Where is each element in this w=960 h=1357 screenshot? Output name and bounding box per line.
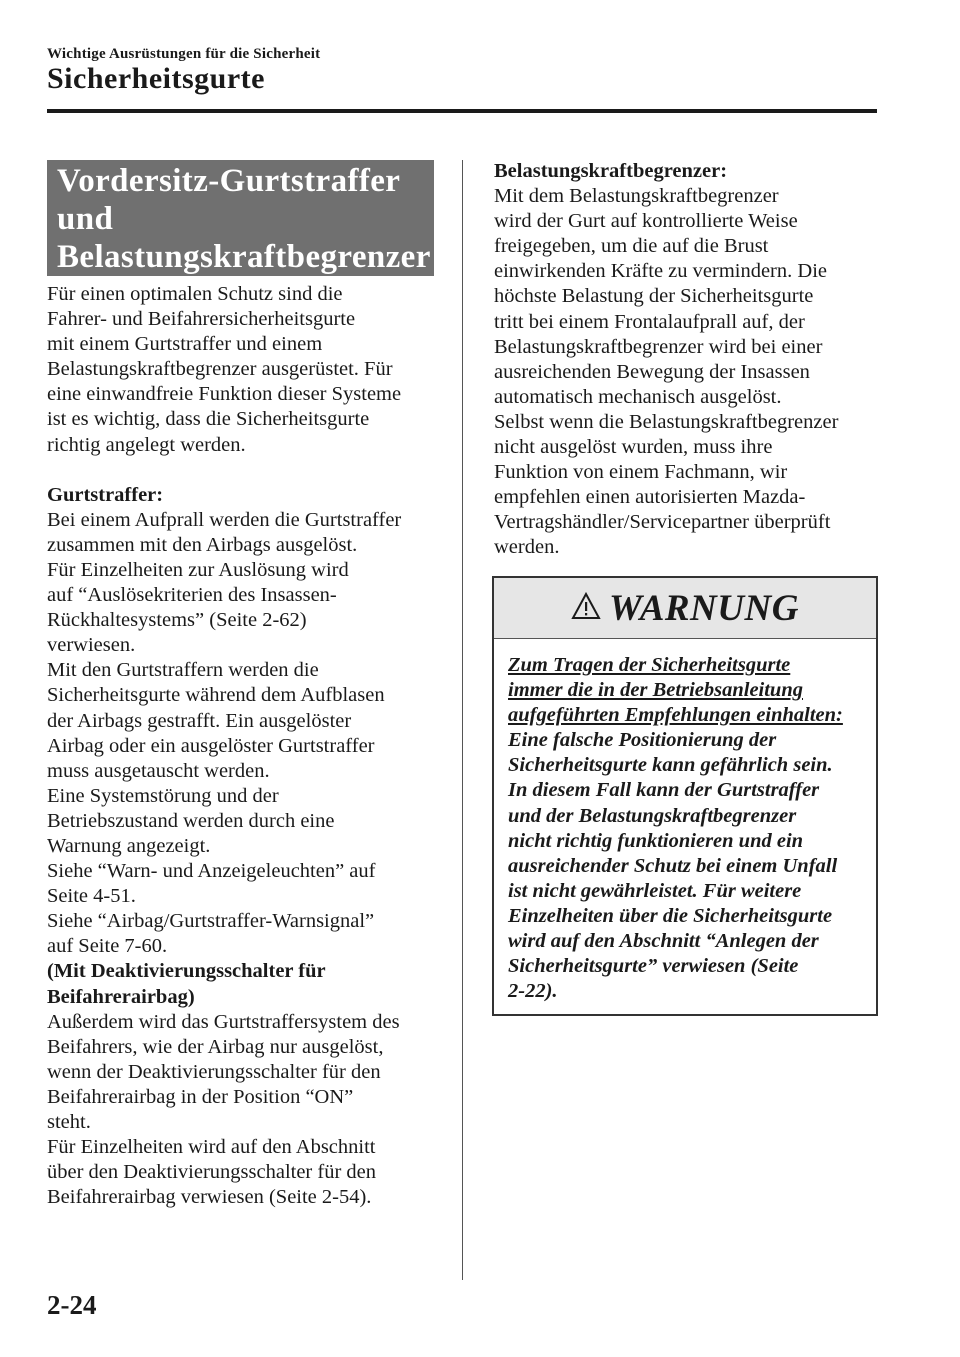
- text-line: aufgeführten Empfehlungen einhalten:: [508, 704, 843, 727]
- passenger-airbag-note: [47, 959, 442, 1009]
- text-line: Eine falsche Positionierung der: [508, 729, 777, 752]
- load-limiter-heading: Belastungskraftbegrenzer:: [494, 160, 728, 182]
- text-line: eine einwandfreie Funktion dieser Systeme: [47, 383, 402, 406]
- text-line: werden.: [494, 536, 560, 559]
- gurtstraffer-heading: Gurtstraffer:: [47, 483, 164, 506]
- text-line: wird auf den Abschnitt “Anlegen der: [508, 930, 819, 953]
- text-line: Belastungskraftbegrenzer ausgerüstet. Für: [47, 358, 393, 381]
- banner-line-2: und: [57, 201, 114, 237]
- text-line: Außerdem wird das Gurtstraffersystem des: [47, 1010, 400, 1033]
- text-line: wird der Gurt auf kontrollierte Weise: [494, 210, 798, 233]
- column-divider: [462, 160, 463, 1280]
- text-line: automatisch mechanisch ausgelöst.: [494, 385, 782, 408]
- banner-line-1: Vordersitz-Gurtstraffer: [57, 163, 401, 199]
- left-column: [47, 282, 442, 1210]
- text-line: Funktion von einem Fachmann, wir: [494, 461, 788, 484]
- text-line: Belastungskraftbegrenzer wird bei einer: [494, 335, 823, 358]
- text-line: Beifahrerairbag verwiesen (Seite 2-54).: [47, 1186, 372, 1209]
- passenger-pretensioner-body: [47, 1010, 442, 1211]
- gurtstraffer-body: [47, 508, 442, 960]
- text-line: Rückhaltesystems” (Seite 2-62): [47, 609, 307, 632]
- text-line: Betriebszustand werden durch eine: [47, 809, 335, 832]
- text-line: Sicherheitsgurte während dem Aufblasen: [47, 684, 385, 707]
- warning-title: WARNUNG: [609, 587, 799, 629]
- text-line: freigegeben, um die auf die Brust: [494, 235, 769, 258]
- running-header-title: Sicherheitsgurte: [47, 62, 265, 95]
- text-line: auf Seite 7-60.: [47, 935, 168, 958]
- text-line: Sicherheitsgurte kann gefährlich sein.: [508, 754, 833, 777]
- text-line: Airbag oder ein ausgelöster Gurtstraffer: [47, 734, 375, 757]
- text-line: Für einen optimalen Schutz sind die: [47, 283, 343, 305]
- text-line: Beifahrers, wie der Airbag nur ausgelöst,: [47, 1035, 384, 1058]
- text-line: Fahrer- und Beifahrersicherheitsgurte: [47, 308, 356, 331]
- warning-underlined-text: [508, 653, 864, 728]
- warning-body: [494, 639, 876, 1004]
- text-line: empfehlen einen autorisierten Mazda-: [494, 486, 806, 509]
- text-line: richtig angelegt werden.: [47, 433, 246, 456]
- text-line: wenn der Deaktivierungsschalter für den: [47, 1060, 381, 1083]
- text-line: immer die in der Betriebsanleitung: [508, 679, 803, 702]
- text-line: einwirkenden Kräfte zu vermindern. Die: [494, 260, 827, 283]
- text-line: In diesem Fall kann der Gurtstraffer: [508, 779, 820, 802]
- right-column: [494, 159, 884, 561]
- text-line: über den Deaktivierungsschalter für den: [47, 1161, 377, 1184]
- text-line: Eine Systemstörung und der: [47, 784, 279, 807]
- text-line: mit einem Gurtstraffer und einem: [47, 333, 323, 356]
- intro-paragraph: [47, 282, 442, 458]
- text-line: der Airbags gestrafft. Ein ausgelöster: [47, 709, 352, 732]
- text-line: Einzelheiten über die Sicherheitsgurte: [508, 904, 833, 927]
- text-line: und der Belastungskraftbegrenzer: [508, 804, 797, 827]
- warning-header: [494, 578, 876, 639]
- text-line: Für Einzelheiten wird auf den Abschnitt: [47, 1136, 376, 1159]
- text-line: ist es wichtig, dass die Sicherheitsgurte: [47, 408, 370, 431]
- text-line: Sicherheitsgurte” verwiesen (Seite: [508, 955, 799, 978]
- text-line: steht.: [47, 1111, 91, 1133]
- text-line: Mit dem Belastungskraftbegrenzer: [494, 185, 779, 208]
- text-line: nicht ausgelöst wurden, muss ihre: [494, 436, 773, 459]
- text-line: Mit den Gurtstraffern werden die: [47, 659, 319, 682]
- running-header-section: Wichtige Ausrüstungen für die Sicherheit: [47, 46, 321, 62]
- text-line: Siehe “Airbag/Gurtstraffer-Warnsignal”: [47, 910, 375, 933]
- text-line: auf “Auslösekriterien des Insassen-: [47, 584, 337, 607]
- page-number: 2-24: [47, 1290, 97, 1320]
- text-line: ausreichenden Bewegung der Insassen: [494, 360, 810, 383]
- warning-text: [508, 728, 864, 1004]
- text-line: Bei einem Aufprall werden die Gurtstraffer: [47, 508, 402, 531]
- text-line: Selbst wenn die Belastungskraftbegrenzer: [494, 410, 839, 433]
- load-limiter-body: [494, 184, 884, 560]
- warning-box: [492, 576, 878, 1016]
- section-banner: [47, 160, 434, 276]
- text-line: tritt bei einem Frontalaufprall auf, der: [494, 310, 805, 333]
- text-line: verwiesen.: [47, 634, 136, 657]
- text-line: nicht richtig funktionieren und ein: [508, 829, 804, 852]
- text-line: ausreichender Schutz bei einem Unfall: [508, 854, 838, 877]
- text-line: ist nicht gewährleistet. Für weitere: [508, 879, 802, 902]
- text-line: Warnung angezeigt.: [47, 834, 211, 857]
- text-line: muss ausgetauscht werden.: [47, 759, 270, 782]
- header-rule: [47, 109, 877, 113]
- text-line: 2-22).: [508, 980, 558, 1003]
- warning-triangle-icon: [571, 592, 601, 620]
- text-line: (Mit Deaktivierungsschalter für: [47, 960, 326, 983]
- text-line: Beifahrerairbag): [47, 985, 195, 1008]
- text-line: Vertragshändler/Servicepartner überprüft: [494, 511, 831, 534]
- text-line: Beifahrerairbag in der Position “ON”: [47, 1085, 354, 1108]
- text-line: zusammen mit den Airbags ausgelöst.: [47, 533, 358, 556]
- text-line: höchste Belastung der Sicherheitsgurte: [494, 285, 814, 308]
- text-line: Zum Tragen der Sicherheitsgurte: [508, 654, 791, 676]
- text-line: Für Einzelheiten zur Auslösung wird: [47, 558, 349, 581]
- banner-line-3: Belastungskraftbegrenzer: [57, 239, 431, 275]
- text-line: Siehe “Warn- und Anzeigeleuchten” auf: [47, 860, 376, 883]
- text-line: Seite 4-51.: [47, 885, 136, 908]
